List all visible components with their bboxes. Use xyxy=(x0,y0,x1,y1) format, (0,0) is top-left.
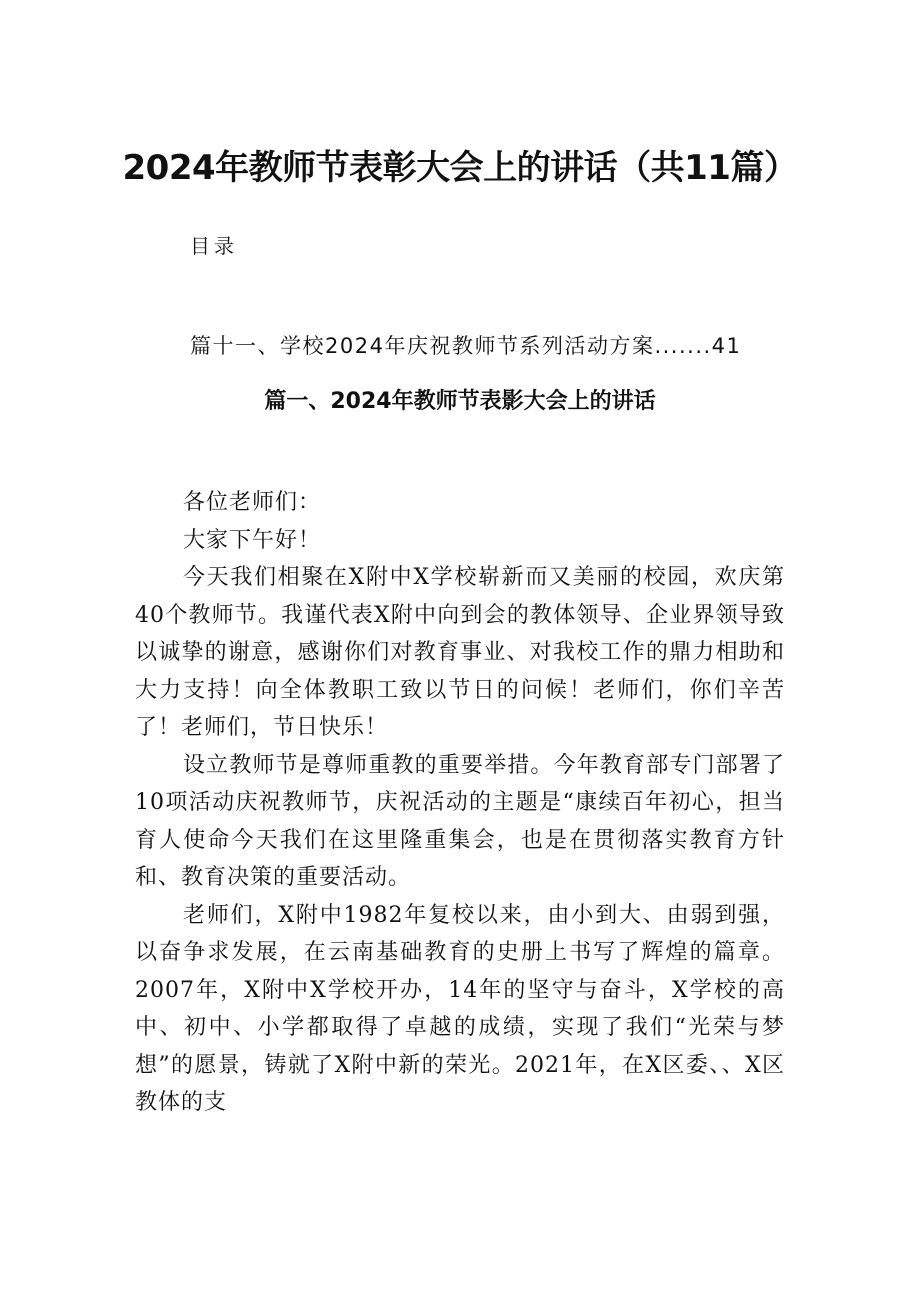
body-paragraph: 今天我们相聚在X附中X学校崭新而又美丽的校园，欢庆第40个教师节。我谨代表X附中向到会的教体领导、企业界领导致以诚挚的谢意，感谢你们对教育事业、对我校工作的鼎力相助和大力支持！向全体教职工致以节日的问候！老师们，你们辛苦了！老师们，节日快乐！ xyxy=(135,565,785,740)
body-text xyxy=(135,484,785,1122)
greeting-paragraph: 大家下午好！ xyxy=(183,527,322,553)
toc-heading: 目录 xyxy=(190,234,238,258)
section-title: 篇一、2024年教师节表影大会上的讲话 xyxy=(264,389,656,414)
salutation-paragraph: 各位老师们： xyxy=(183,490,322,515)
toc-entry[interactable]: 篇十一、学校2024年庆祝教师节系列活动方案.......41 xyxy=(190,334,742,358)
body-paragraph: 设立教师节是尊师重教的重要举措。今年教育部专门部署了10项活动庆祝教师节，庆祝活动的主题是“康续百年初心，担当育人使命今天我们在这里隆重集会，也是在贯彻落实教育方针和、教育决策的重要活动。 xyxy=(135,752,785,890)
body-paragraph: 老师们，X附中1982年复校以来，由小到大、由弱到强，以奋争求发展，在云南基础教育的史册上书写了辉煌的篇章。2007年，X附中X学校开办，14年的坚守与奋斗，X学校的高中、初中、小学都取得了卓越的成绩，实现了我们“光荣与梦想”的愿景，铸就了X附中新的荣光。2021年，在X区委、、X区教体的支 xyxy=(135,902,785,1115)
document-title: 2024年教师节表彰大会上的讲话（共11篇） xyxy=(122,148,798,188)
